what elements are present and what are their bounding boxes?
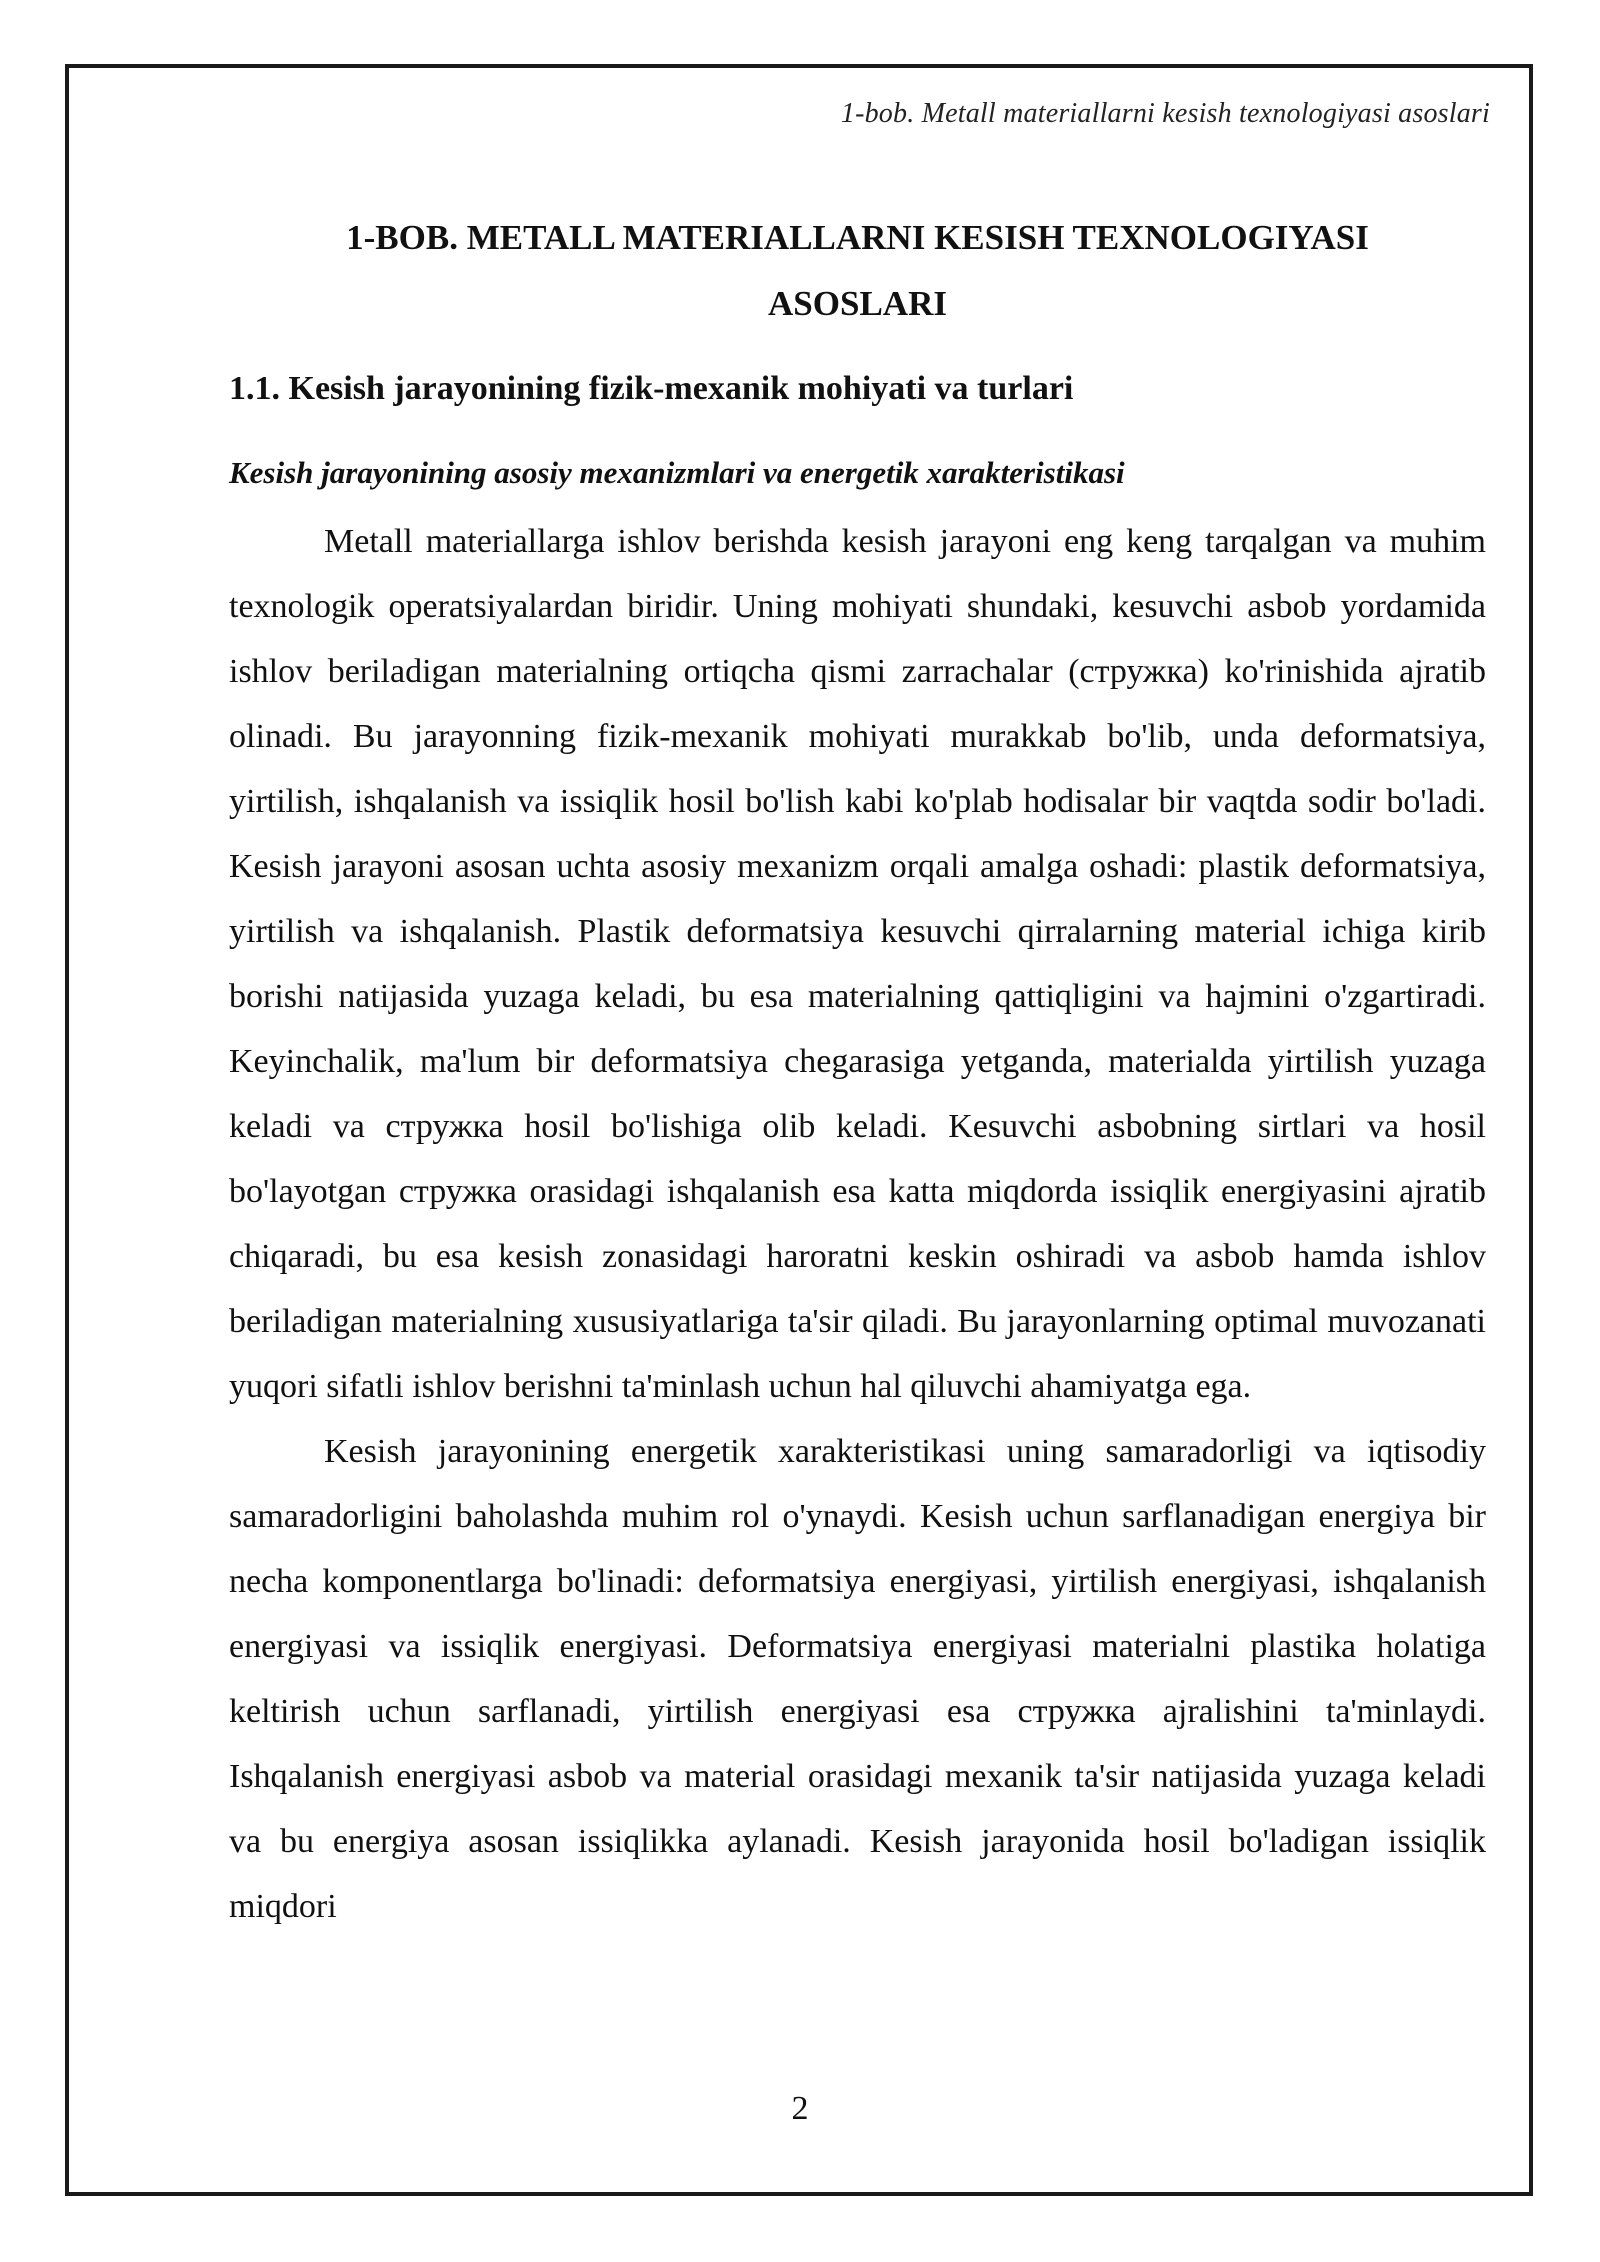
body-paragraph: Metall materiallarga ishlov berishda kesish jarayoni eng keng tarqalgan va muhim texnologik operatsiyalardan biridir. Uning mohiyati shundaki, kesuvchi asbob yordamida ishlov beriladigan materialning ortiqcha qismi zarrachalar (стружка) ko'rinishida ajratib olinadi. Bu jarayonning fizik-mexanik mohiyati murakkab bo'lib, unda deformatsiya, yirtilish, ishqalanish va issiqlik hosil bo'lish kabi ko'plab hodisalar bir vaqtda sodir bo'ladi. Kesish jarayoni asosan uchta asosiy mexanizm orqali amalga oshadi: plastik deformatsiya, yirtilish va ishqalanish. Plastik deformatsiya kesuvchi qirralarning material ichiga kirib borishi natijasida yuzaga keladi, bu esa materialning qattiqligini va hajmini o'zgartiradi. Keyinchalik, ma'lum bir deformatsiya chegarasiga yetganda, materialda yirtilish yuzaga keladi va стружка hosil bo'lishiga olib keladi. Kesuvchi asbobning sirtlari va hosil bo'layotgan стружка orasidagi ishqalanish esa katta miqdorda issiqlik energiyasini ajratib chiqaradi, bu esa kesish zonasidagi haroratni keskin oshiradi va asbob hamda ishlov beriladigan materialning xususiyatlariga ta'sir qiladi. Bu jarayonlarning optimal muvozanati yuqori sifatli ishlov berishni ta'minlash uchun hal qiluvchi ahamiyatga ega. bbox=[229, 523, 1486, 1405]
section-title: 1.1. Kesish jarayonining fizik-mexanik mohiyati va turlari bbox=[229, 370, 1074, 407]
page-number: 2 bbox=[791, 2090, 809, 2127]
running-header: 1-bob. Metall materiallarni kesish texnologiyasi asoslari bbox=[840, 98, 1490, 129]
page-content bbox=[229, 205, 1486, 1939]
chapter-title: 1-BOB. METALL MATERIALLARNI KESISH TEXNOLOGIYASI ASOSLARI bbox=[346, 218, 1369, 323]
body-paragraph: Kesish jarayonining energetik xarakteristikasi uning samaradorligi va iqtisodiy samaradorligini baholashda muhim rol o'ynaydi. Kesish uchun sarflanadigan energiya bir necha komponentlarga bo'linadi: deformatsiya energiyasi, yirtilish energiyasi, ishqalanish energiyasi va issiqlik energiyasi. Deformatsiya energiyasi materialni plastika holatiga keltirish uchun sarflanadi, yirtilish energiyasi esa стружка ajralishini ta'minlaydi. Ishqalanish energiyasi asbob va material orasidagi mexanik ta'sir natijasida yuzaga keladi va bu energiya asosan issiqlikka aylanadi. Kesish jarayonida hosil bo'ladigan issiqlik miqdori bbox=[229, 1433, 1486, 1925]
subsection-title: Kesish jarayonining asosiy mexanizmlari va energetik xarakteristikasi bbox=[229, 455, 1125, 490]
